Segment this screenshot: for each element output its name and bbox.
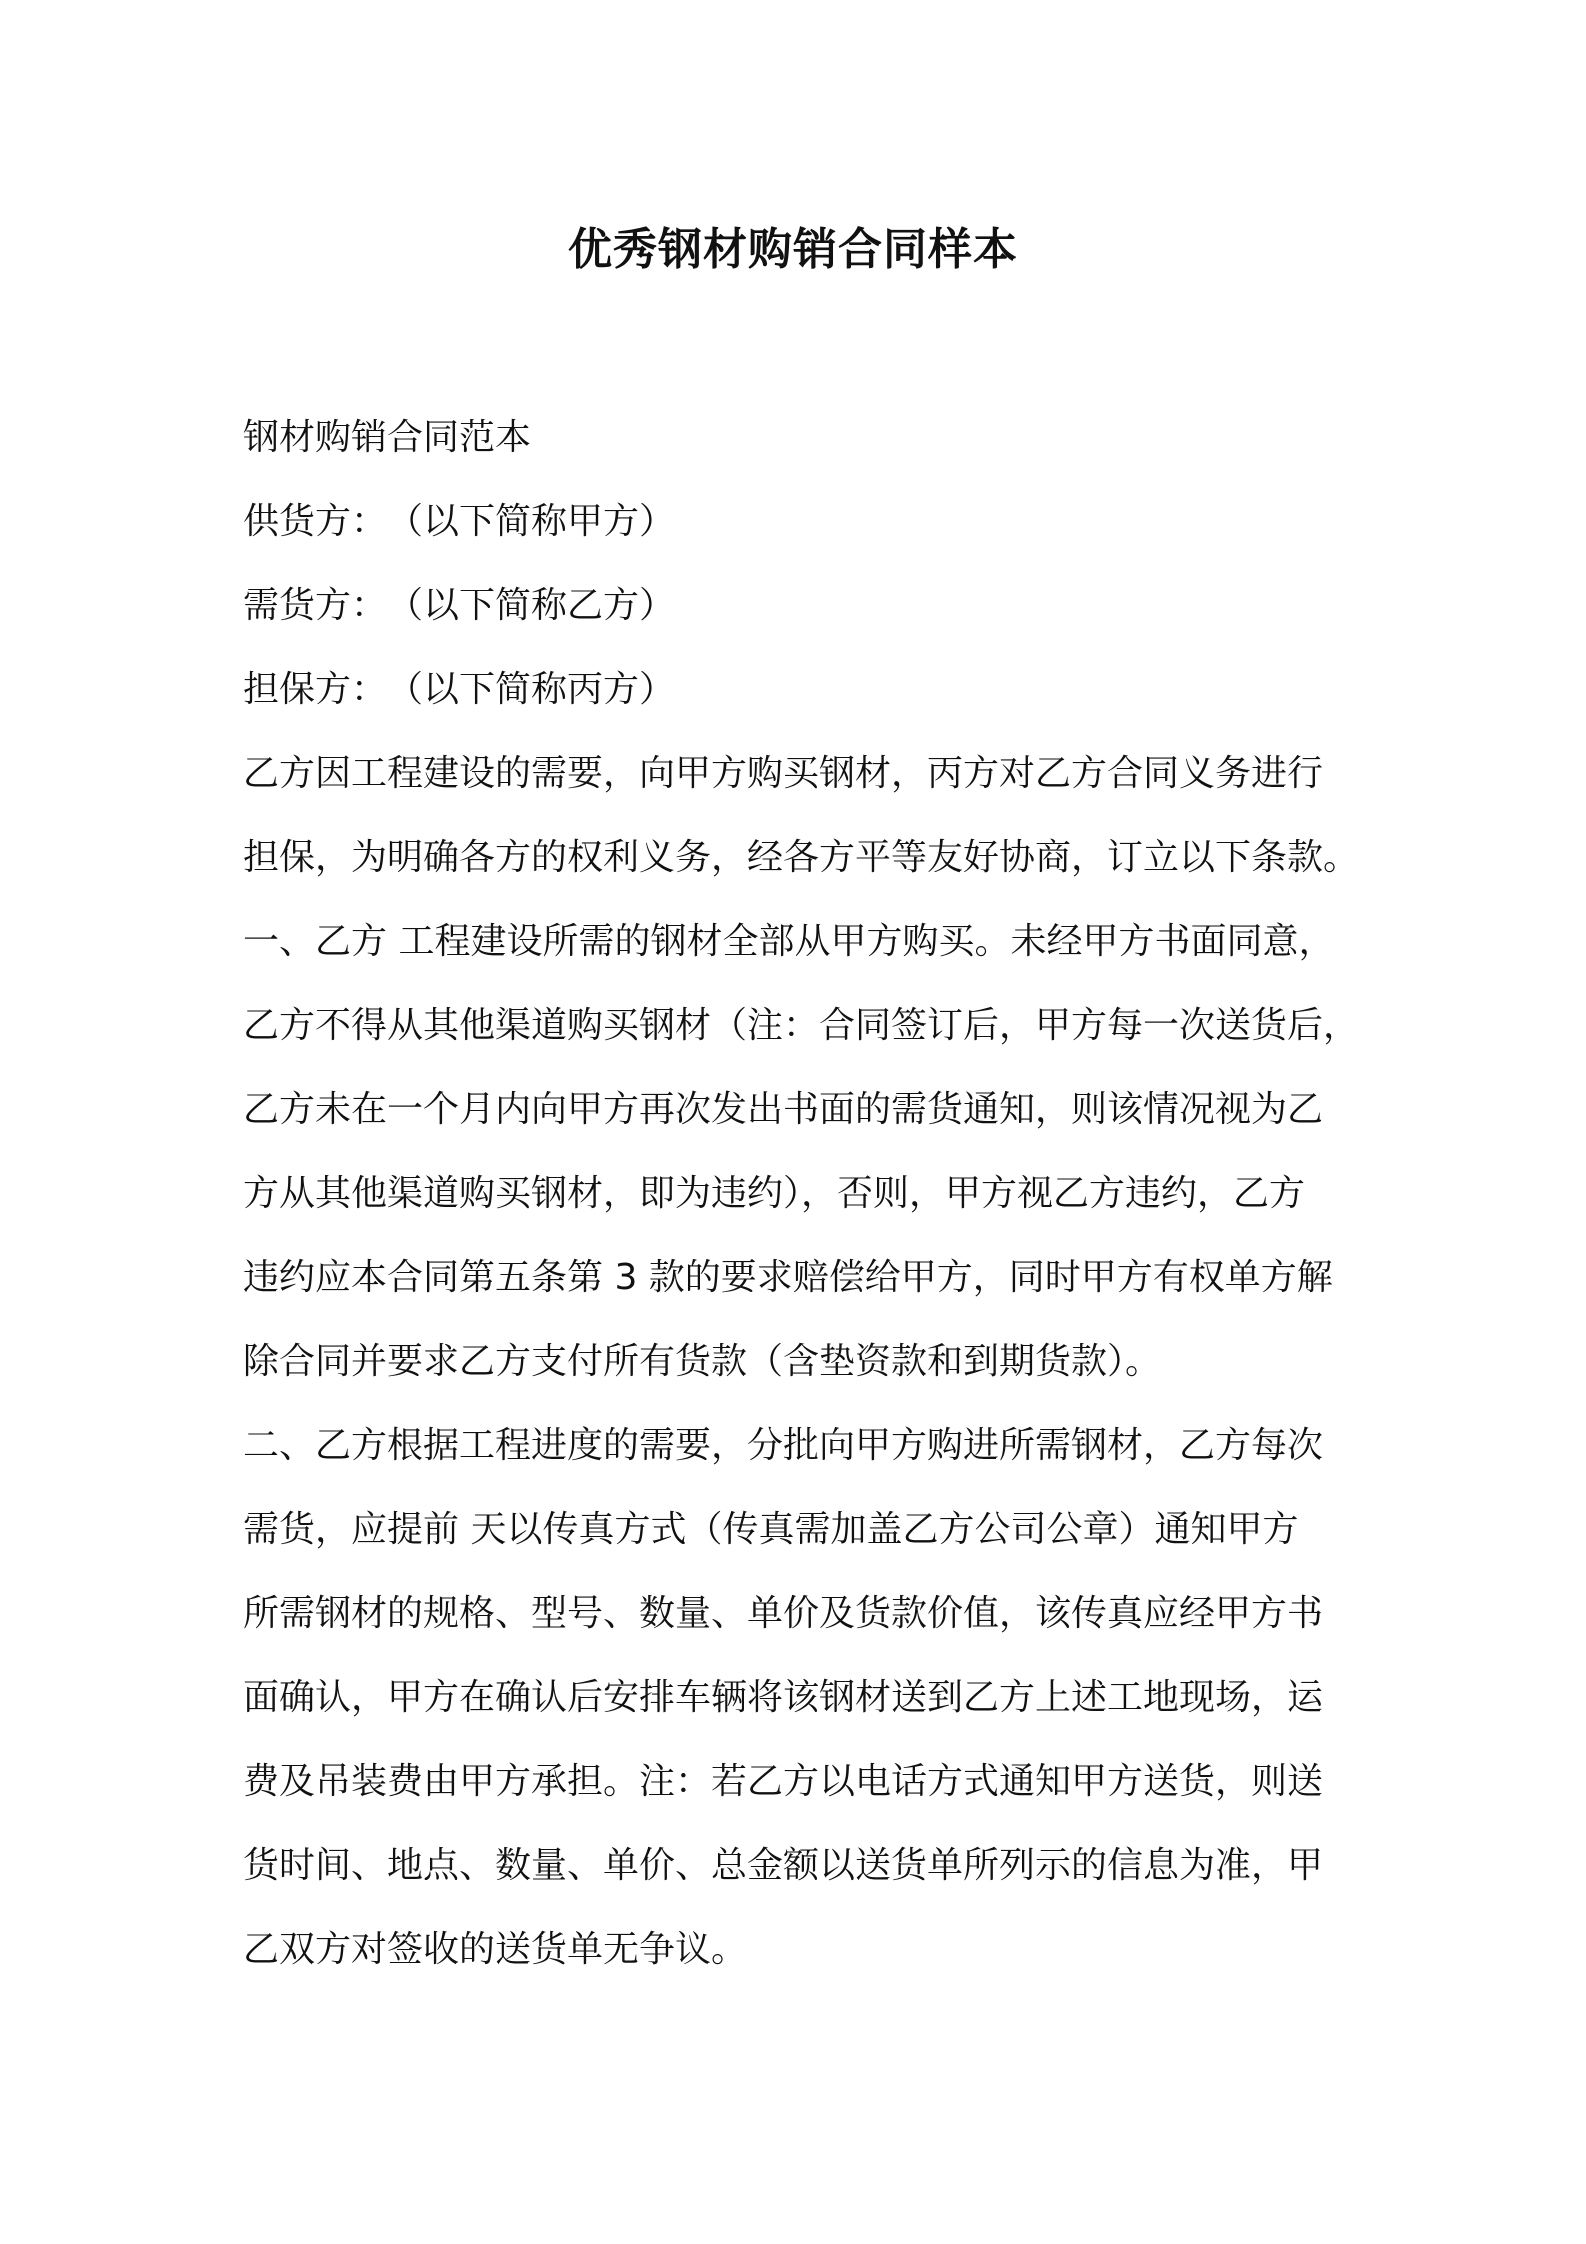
paragraph-line: 乙方因工程建设的需要，向甲方购买钢材，丙方对乙方合同义务进行	[243, 753, 1324, 794]
section-heading: 钢材购销合同范本	[243, 417, 532, 458]
party-supplier: 供货方： （以下简称甲方）	[243, 501, 676, 542]
paragraph-line: 所需钢材的规格、型号、数量、单价及货款价值，该传真应经甲方书	[243, 1593, 1324, 1634]
paragraph-line: 除合同并要求乙方支付所有货款（含垫资款和到期货款）。	[243, 1341, 1162, 1382]
paragraph-line: 一、乙方 工程建设所需的钢材全部从甲方购买。未经甲方书面同意，	[243, 921, 1335, 962]
paragraph-line: 二、乙方根据工程进度的需要，分批向甲方购进所需钢材，乙方每次	[243, 1425, 1324, 1466]
document-body	[243, 396, 1363, 1992]
paragraph-line: 乙方不得从其他渠道购买钢材（注：合同签订后，甲方每一次送货后，	[243, 1005, 1360, 1046]
paragraph-line: 违约应本合同第五条第 3 款的要求赔偿给甲方，同时甲方有权单方解	[243, 1257, 1333, 1298]
document-title: 优秀钢材购销合同样本	[568, 224, 1018, 275]
paragraph-line: 需货，应提前 天以传真方式（传真需加盖乙方公司公章）通知甲方	[243, 1509, 1299, 1550]
party-buyer: 需货方： （以下简称乙方）	[243, 585, 676, 626]
party-guarantor: 担保方： （以下简称丙方）	[243, 669, 676, 710]
paragraph-line: 面确认，甲方在确认后安排车辆将该钢材送到乙方上述工地现场，运	[243, 1677, 1324, 1718]
paragraph-line: 乙双方对签收的送货单无争议。	[243, 1929, 748, 1970]
paragraph-line: 货时间、地点、数量、单价、总金额以送货单所列示的信息为准，甲	[243, 1845, 1324, 1886]
paragraph-line: 担保，为明确各方的权利义务，经各方平等友好协商，订立以下条款。	[243, 837, 1360, 878]
paragraph-line: 乙方未在一个月内向甲方再次发出书面的需货通知，则该情况视为乙	[243, 1089, 1324, 1130]
paragraph-line: 费及吊装费由甲方承担。注：若乙方以电话方式通知甲方送货，则送	[243, 1761, 1324, 1802]
paragraph-line: 方从其他渠道购买钢材，即为违约），否则，甲方视乙方违约，乙方	[243, 1173, 1306, 1214]
